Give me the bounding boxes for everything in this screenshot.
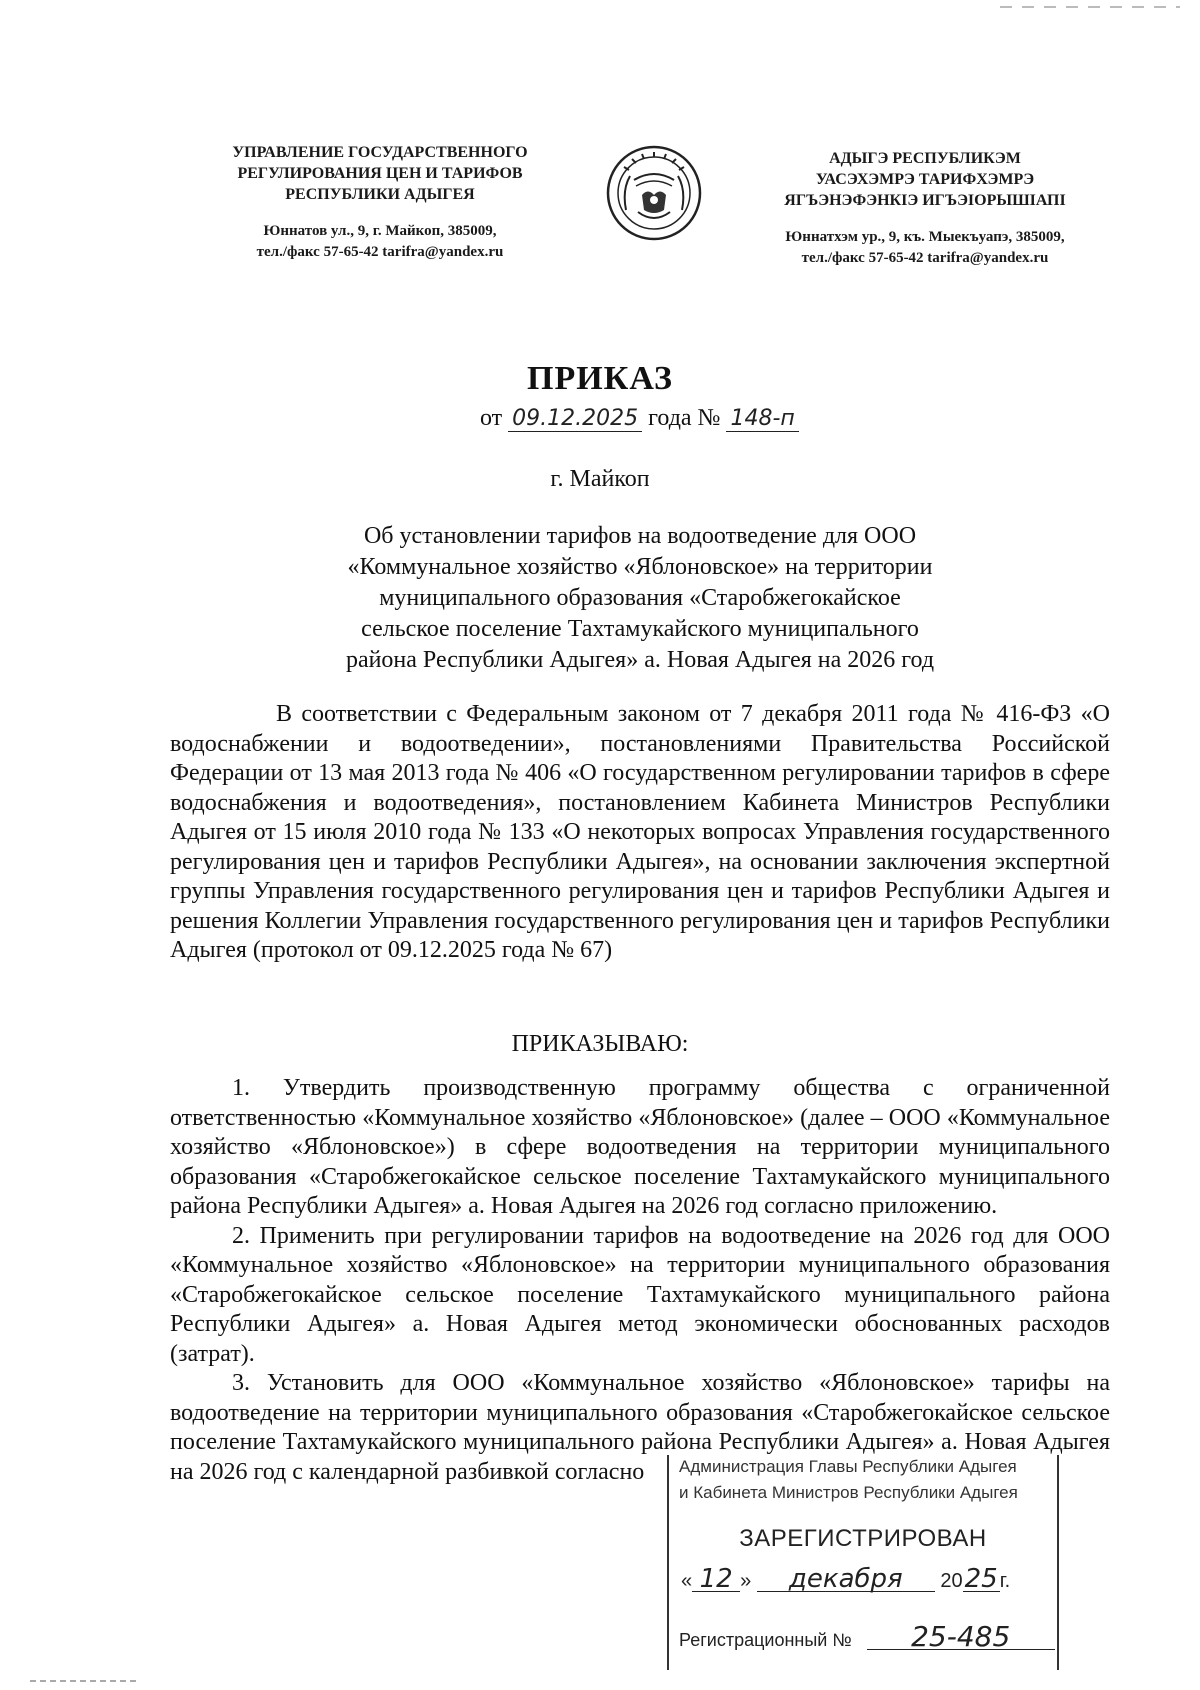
order-word: ПРИКАЗЫВАЮ: [511, 1031, 689, 1057]
header-right-ady [735, 148, 1115, 269]
org-name-ady-line1: АДЫГЭ РЕСПУБЛИКЭМ [829, 150, 1021, 167]
subject-line3: муниципального образования «Старобжегокайское [379, 585, 901, 611]
org-contacts-ady: тел./факс 57-65-42 tarifra@yandex.ru [801, 250, 1049, 266]
registration-stamp [667, 1455, 1059, 1670]
stamp-date: « 12 » декабря 2025 г. [681, 1564, 1011, 1594]
preamble-paragraph [170, 700, 1110, 966]
city: г. Майкоп [550, 466, 650, 492]
org-name-line1: УПРАВЛЕНИЕ ГОСУДАРСТВЕННОГО [232, 144, 528, 161]
order-number-label: года № [648, 405, 721, 431]
stamp-year-prefix: 20 [940, 1570, 963, 1592]
stamp-reg-label: Регистрационный № [679, 1630, 852, 1650]
order-items [170, 1074, 1110, 1487]
org-name-line3: РЕСПУБЛИКИ АДЫГЕЯ [285, 186, 475, 203]
stamp-authority-line1: Администрация Главы Республики Адыгея [679, 1457, 1017, 1476]
subject-line1: Об установлении тарифов на водоотведение для ООО [363, 523, 917, 549]
stamp-reg-number-handwritten: 25-485 [867, 1625, 1055, 1650]
org-address: Юннатов ул., 9, г. Майкоп, 385009, [263, 223, 497, 239]
order-item-3: 3. Установить для ООО «Коммунальное хозяйство «Яблоновское» тарифы на водоотведение на территории муниципального образования «Старобжегокайское сельское поселение Тахтамукайского муниципального района Республики Адыгея» а. Новая Адыгея на 2026 год с календарной разбивкой согласно [170, 1370, 1110, 1485]
order-date-handwritten: 09.12.2025 [508, 407, 642, 432]
preamble-text: В соответствии с Федеральным законом от 7 декабря 2011 года № 416-ФЗ «О водоснабжении и водоотведении», постановлениями Правительства Российской Федерации от 13 мая 2013 года № 406 «О государственном регулировании тарифов в сфере водоснабжения и водоотведения», постановлением Кабинета Министров Республики Адыгея от 15 июля 2010 года № 133 «О некоторых вопросах Управления государственного регулирования цен и тарифов Республики Адыгея», на основании заключения экспертной группы Управления государственного регулирования цен и тарифов Республики Адыгея и решения Коллегии Управления государственного регулирования цен и тарифов Республики Адыгея (протокол от 09.12.2025 года № 67) [170, 701, 1110, 963]
adygea-emblem-icon [604, 140, 704, 246]
scan-artifact-top [1000, 6, 1180, 8]
stamp-title: ЗАРЕГИСТРИРОВАН [739, 1525, 987, 1552]
stamp-year-handwritten: 25 [964, 1564, 998, 1594]
stamp-year-suffix: г. [999, 1570, 1011, 1592]
org-name-ady-line3: ЯГЪЭНЭФЭНКIЭ ИГЪЭIОРЫШIАПI [784, 192, 1066, 209]
order-date-prefix: от [480, 405, 503, 431]
subject-line5: района Республики Адыгея» а. Новая Адыгея на 2026 год [345, 647, 935, 673]
order-number-handwritten: 148-п [726, 407, 798, 432]
order-subject [290, 521, 990, 676]
org-name-line2: РЕГУЛИРОВАНИЯ ЦЕН И ТАРИФОВ [237, 165, 523, 182]
stamp-month-handwritten: декабря [757, 1567, 935, 1592]
order-date-number-line [480, 405, 799, 432]
order-item-1: 1. Утвердить производственную программу общества с ограниченной ответственностью «Коммунальное хозяйство «Яблоновское» (далее – ООО «Коммунальное хозяйство «Яблоновское») в сфере водоотведения на территории муниципального образования «Старобжегокайское сельское поселение Тахтамукайского муниципального района Республики Адыгея» а. Новая Адыгея на 2026 год согласно приложению. [170, 1075, 1110, 1219]
stamp-authority-line2: и Кабинета Министров Республики Адыгея [679, 1483, 1018, 1502]
stamp-registration [679, 1620, 1055, 1653]
stamp-day-handwritten: 12 [692, 1567, 740, 1592]
org-contacts: тел./факс 57-65-42 tarifra@yandex.ru [256, 244, 504, 260]
subject-line4: сельское поселение Тахтамукайского муниципального [361, 616, 919, 642]
org-address-ady: Юннатхэм ур., 9, къ. Мыекъуапэ, 385009, [785, 229, 1065, 245]
order-item-2: 2. Применить при регулировании тарифов на водоотведение на 2026 год для ООО «Коммунальное хозяйство «Яблоновское» на территории муниципального образования «Старобжегокайское сельское поселение Тахтамукайского муниципального района Республики Адыгея» а. Новая Адыгея метод экономически обоснованных расходов (затрат). [170, 1222, 1110, 1367]
header-left-ru [175, 142, 585, 263]
org-name-ady-line2: УАСЭХЭМРЭ ТАРИФХЭМРЭ [815, 171, 1035, 188]
subject-line2: «Коммунальное хозяйство «Яблоновское» на территории [347, 554, 933, 580]
document-title: ПРИКАЗ [527, 360, 673, 397]
scan-artifact-bottom [30, 1680, 140, 1682]
